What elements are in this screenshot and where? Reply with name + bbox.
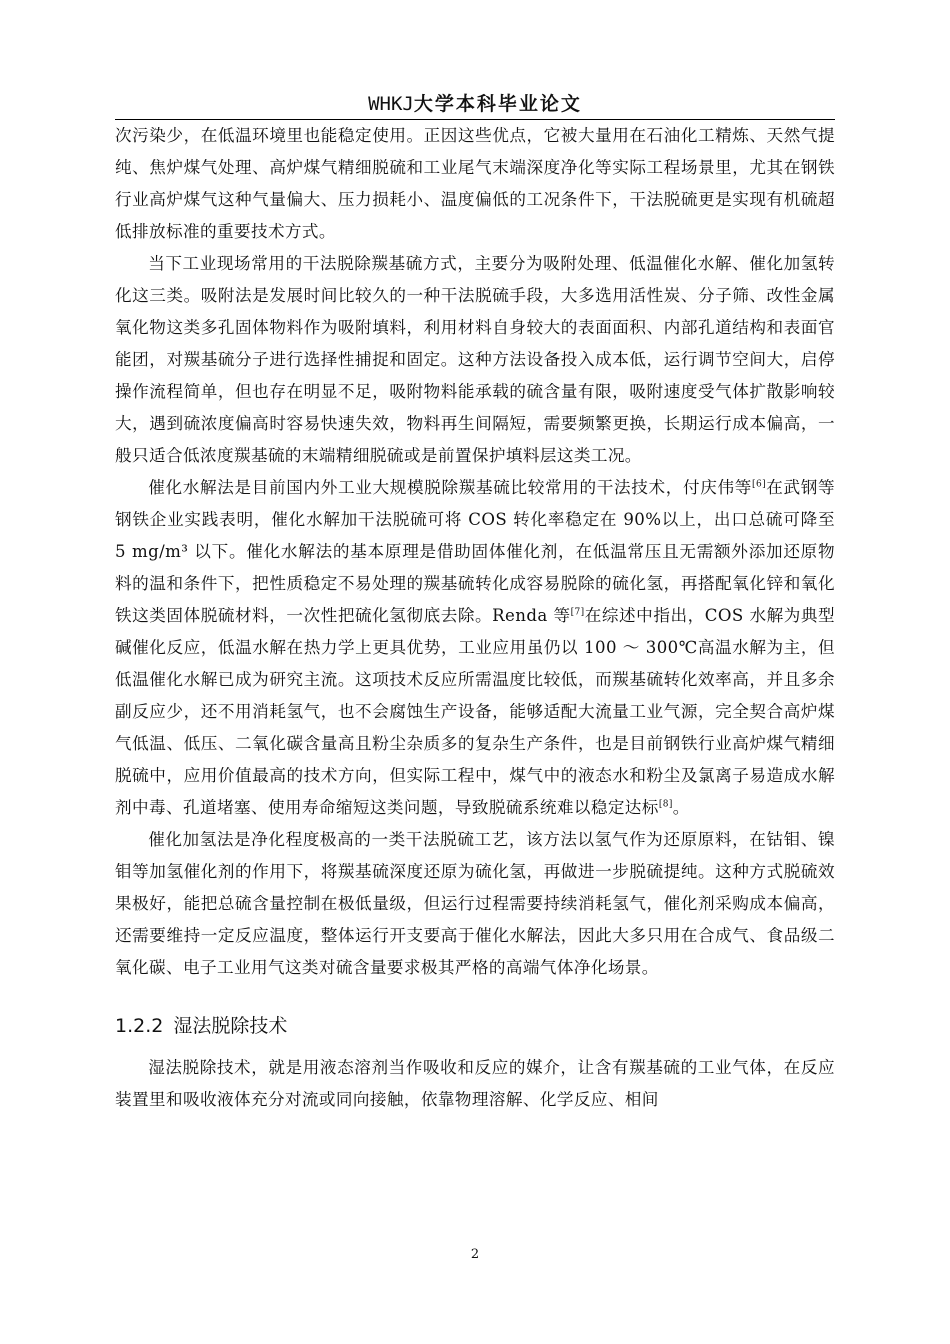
- section-heading: [115, 1010, 835, 1042]
- paragraph-hydrogenation: 催化加氢法是净化程度极高的一类干法脱硫工艺，该方法以氢气作为还原原料，在钴钼、镍钼等加氢催化剂的作用下，将羰基硫深度还原为硫化氢，再做进一步脱硫提纯。这种方式脱硫效果极好，能把总硫含量控制在极低量级，但运行过程需要持续消耗氢气，催化剂采购成本偏高，还需要维持一定反应温度，整体运行开支要高于催化水解法，因此大多只用在合成气、食品级二氧化碳、电子工业用气这类对硫含量要求极其严格的高端气体净化场景。: [115, 830, 835, 977]
- paragraph-dry-methods: 当下工业现场常用的干法脱除羰基硫方式，主要分为吸附处理、低温催化水解、催化加氢转化这三类。吸附法是发展时间比较久的一种干法脱硫手段，大多选用活性炭、分子筛、改性金属氧化物这类多孔固体物料作为吸附填料，利用材料自身较大的表面面积、内部孔道结构和表面官能团，对羰基硫分子进行选择性捕捉和固定。这种方法设备投入成本低，运行调节空间大，启停操作流程简单，但也存在明显不足，吸附物料能承载的硫含量有限，吸附速度受气体扩散影响较大，遇到硫浓度偏高时容易快速失效，物料再生间隔短，需要频繁更换，长期运行成本偏高，一般只适合低浓度羰基硫的末端精细脱硫或是前置保护填料层这类工况。: [115, 254, 835, 465]
- page-header: [115, 90, 835, 118]
- text-run: 。: [672, 798, 690, 817]
- citation-ref: [8]: [658, 799, 673, 810]
- citation-ref: [6]: [752, 479, 766, 490]
- page-number: 2: [470, 1247, 480, 1262]
- paragraph-continuation: 次污染少，在低温环境里也能稳定使用。正因这些优点，它被大量用在石油化工精炼、天然气提纯、焦炉煤气处理、高炉煤气精细脱硫和工业尾气末端深度净化等实际工程场景里，尤其在钢铁行业高炉煤气这种气量偏大、压力损耗小、温度偏低的工况条件下，干法脱硫更是实现有机硫超低排放标准的重要技术方式。: [115, 126, 835, 241]
- text-run: 在综述中指出，COS 水解为典型碱催化反应，低温水解在热力学上更具优势，工业应用虽仍以 100 ～ 300℃高温水解为主，但低温催化水解已成为研究主流。这项技术反应所需温度比较低，而羰基硫转化效率高，并且多余副反应少，还不用消耗氢气，也不会腐蚀生产设备，能够适配大流量工业气源，完全契合高炉煤气低温、低压、二氧化碳含量高且粉尘杂质多的复杂生产条件，也是目前钢铁行业高炉煤气精细脱硫中，应用价值最高的技术方向，但实际工程中，煤气中的液态水和粉尘及氯离子易造成水解剂中毒、孔道堵塞、使用寿命缩短这类问题，导致脱硫系统难以稳定达标: [115, 606, 836, 817]
- body-content: [115, 120, 835, 1116]
- citation-ref: [7]: [570, 607, 585, 618]
- paragraph-catalytic-hydrolysis: [115, 472, 835, 824]
- section-number: 1.2.2: [115, 1015, 164, 1037]
- paragraph-wet-methods: 湿法脱除技术，就是用液态溶剂当作吸收和反应的媒介，让含有羰基硫的工业气体，在反应装置里和吸收液体充分对流或同向接触，依靠物理溶解、化学反应、相间: [115, 1058, 835, 1109]
- text-run: 在武钢等钢铁企业实践表明，催化水解加干法脱硫可将 COS 转化率稳定在 90%以上，出口总硫可降至 5 mg/m³ 以下。催化水解法的基本原理是借助固体催化剂，在低温常压且无需额外添加还原物料的温和条件下，把性质稳定不易处理的羰基硫转化成容易脱除的硫化氢，再搭配氧化锌和氧化铁这类固体脱硫材料，一次性把硫化氢彻底去除。Renda 等: [115, 478, 835, 625]
- section-title: 湿法脱除技术: [173, 1015, 288, 1037]
- header-title: 大学本科毕业论文: [413, 93, 582, 115]
- text-run: 催化水解法是目前国内外工业大规模脱除羰基硫比较常用的干法技术，付庆伟等: [148, 478, 753, 497]
- header-brand: WHKJ: [368, 93, 414, 115]
